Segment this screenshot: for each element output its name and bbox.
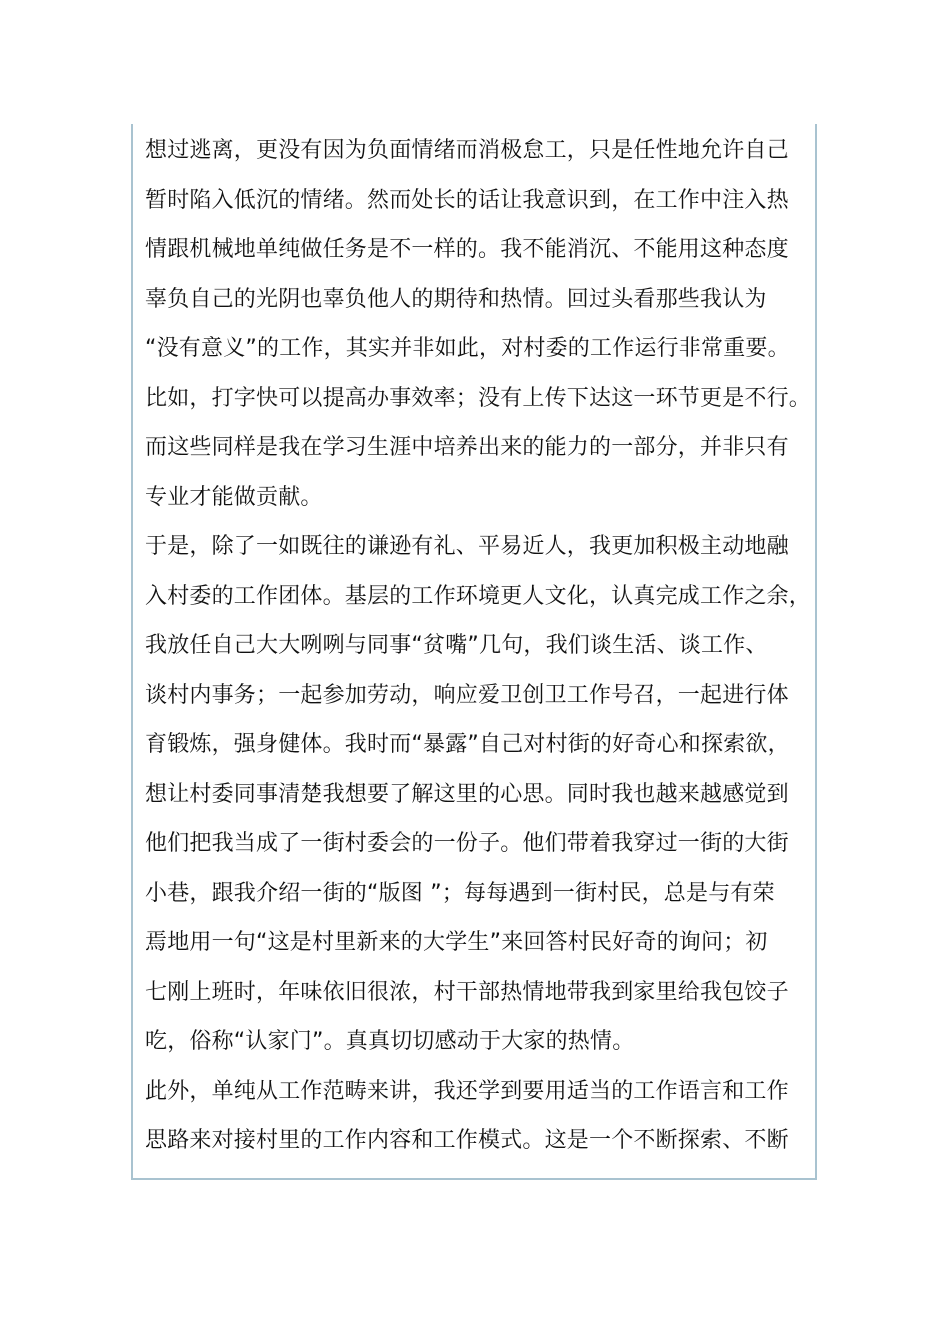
text-line: 育锻炼，强身健体。我时而“暴露”自己对村街的好奇心和探索欲， [145,732,790,757]
text-line: 七刚上班时，年味依旧很浓，村干部热情地带我到家里给我包饺子 [145,979,789,1005]
document-body [145,126,812,1166]
text-line: 此外，单纯从工作范畴来讲，我还学到要用适当的工作语言和工作 [145,1078,789,1104]
text-line: 情跟机械地单纯做任务是不一样的。我不能消沉、不能用这种态度 [145,237,789,262]
text-line: 他们把我当成了一街村委会的一份子。他们带着我穿过一街的大街 [145,831,789,856]
text-line: 于是，除了一如既往的谦逊有礼、平易近人，我更加积极主动地融 [145,534,789,559]
text-line: 入村委的工作团体。基层的工作环境更人文化，认真完成工作之余， [145,583,812,609]
text-line: 想过逃离，更没有因为负面情绪而消极怠工，只是任性地允许自己 [145,138,789,163]
text-line: 思路来对接村里的工作内容和工作模式。这是一个不断探索、不断 [145,1128,789,1153]
text-line: 小巷，跟我介绍一街的“版图 ”；每每遇到一街村民，总是与有荣 [145,880,775,906]
text-line: 而这些同样是我在学习生涯中培养出来的能力的一部分，并非只有 [145,435,789,460]
text-line: 暂时陷入低沉的情绪。然而处长的话让我意识到，在工作中注入热 [145,187,789,213]
text-line: 专业才能做贡献。 [145,484,323,510]
text-line: 辜负自己的光阴也辜负他人的期待和热情。回过头看那些我认为 [145,286,767,312]
text-line: 想让村委同事清楚我想要了解这里的心思。同时我也越来越感觉到 [145,781,789,807]
text-line: 我放任自己大大咧咧与同事“贫嘴”几句，我们谈生活、谈工作、 [145,633,768,658]
text-line: 吃，俗称“认家门”。真真切切感动于大家的热情。 [145,1029,635,1054]
text-line: 焉地用一句“这是村里新来的大学生”来回答村民好奇的询问；初 [145,930,768,955]
text-line: 比如，打字快可以提高办事效率；没有上传下达这一环节更是不行。 [145,385,812,411]
text-line: “没有意义”的工作，其实并非如此，对村委的工作运行非常重要。 [145,336,790,361]
text-line: 谈村内事务；一起参加劳动，响应爱卫创卫工作号召，一起进行体 [145,682,789,708]
